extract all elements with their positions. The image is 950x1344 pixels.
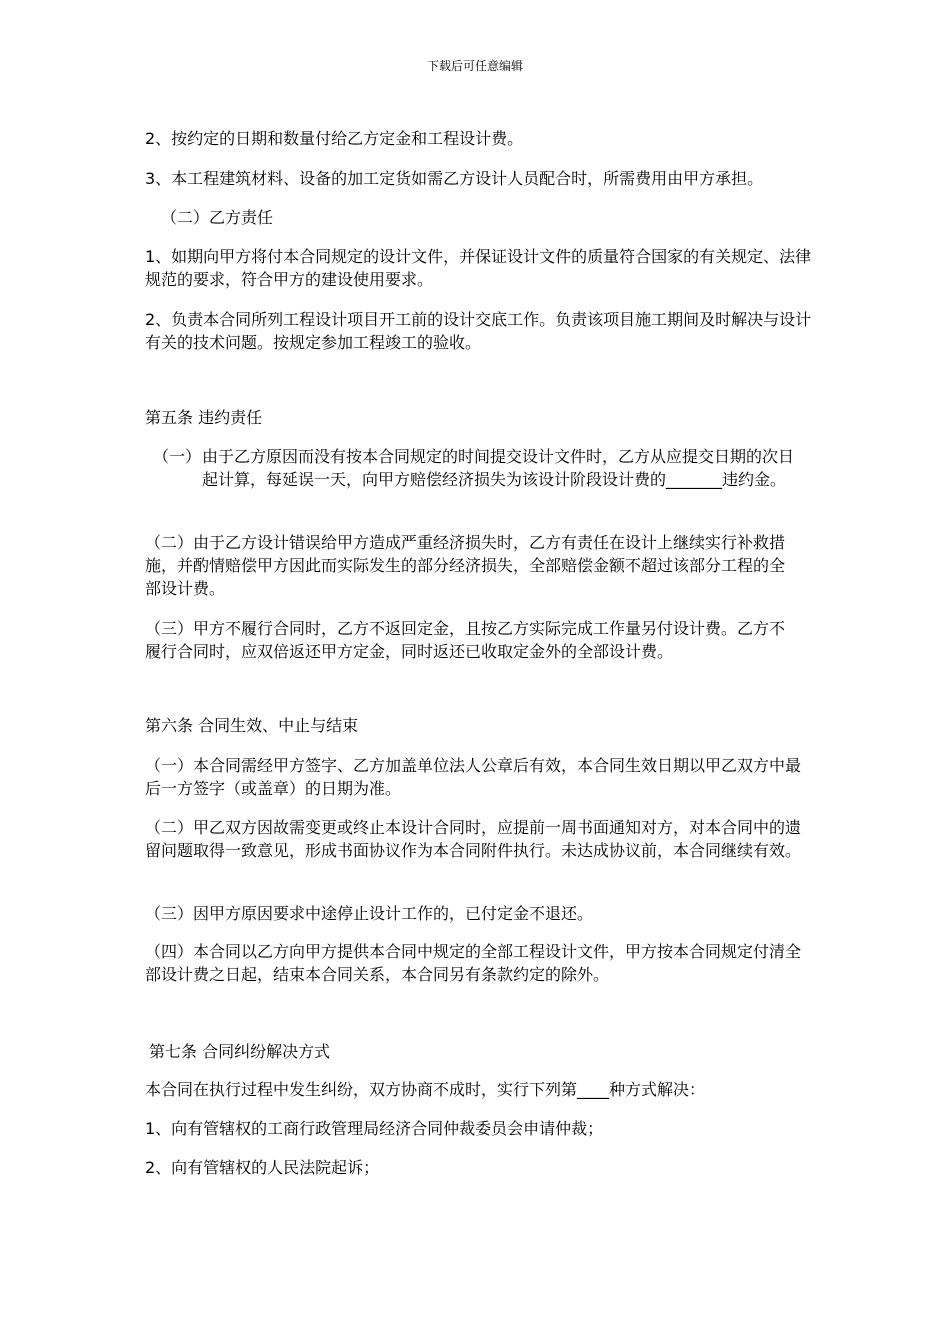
article-heading-5: 第五条 违约责任 <box>145 408 263 427</box>
paragraph-party-b-1: 1、如期向甲方将付本合同规定的设计文件，并保证设计文件的质量符合国家的有关规定、法律规范的要求，符合甲方的建设使用要求。 <box>145 247 812 289</box>
article-heading-7: 第七条 合同纠纷解决方式 <box>149 1042 331 1061</box>
paragraph-litigation: 2、向有管辖权的人民法院起诉； <box>145 1158 380 1177</box>
paragraph-obligation-2: 2、按约定的日期和数量付给乙方定金和工程设计费。 <box>145 129 524 148</box>
clause-6-3: （三）因甲方原因要求中途停止设计工作的，已付定金不退还。 <box>145 904 594 923</box>
article-heading-6: 第六条 合同生效、中止与结束 <box>145 716 359 735</box>
clause-6-1: （一）本合同需经甲方签字、乙方加盖单位法人公章后有效，本合同生效日期以甲乙双方中最后一方签字（或盖章）的日期为准。 <box>145 756 802 798</box>
clause-6-4: （四）本合同以乙方向甲方提供本合同中规定的全部工程设计文件，甲方按本合同规定付清全部设计费之日起，结束本合同关系，本合同另有条款约定的除外。 <box>145 942 802 984</box>
paragraph-arbitration: 1、向有管辖权的工商行政管理局经济合同仲裁委员会申请仲裁； <box>145 1119 604 1138</box>
clause-5-3: （三）甲方不履行合同时，乙方不返回定金，且按乙方实际完成工作量另付设计费。乙方不履行合同时，应双倍返还甲方定金，同时返还已收取定金外的全部设计费。 <box>145 619 786 661</box>
clause-6-2: （二）甲乙双方因故需变更或终止本设计合同时，应提前一周书面通知对方，对本合同中的遗留问题取得一致意见，形成书面协议作为本合同附件执行。未达成协议前，本合同继续有效。 <box>145 818 802 860</box>
paragraph-party-b-2: 2、负责本合同所列工程设计项目开工前的设计交底工作。负责该项目施工期间及时解决与设计有关的技术问题。按规定参加工程竣工的验收。 <box>145 310 812 352</box>
paragraph-dispute: 本合同在执行过程中发生纠纷，双方协商不成时，实行下列第____种方式解决： <box>145 1080 706 1099</box>
clause-number: （一） <box>153 447 202 466</box>
clause-5-2: （二）由于乙方设计错误给甲方造成严重经济损失时，乙方有责任在设计上继续实行补救措施，并酌情赔偿甲方因此而实际发生的部分经济损失，全部赔偿金额不超过该部分工程的全部设计费。 <box>145 533 786 598</box>
section-heading-party-b: （二）乙方责任 <box>161 208 274 227</box>
paragraph-obligation-3: 3、本工程建筑材料、设备的加工定货如需乙方设计人员配合时，所需费用由甲方承担。 <box>145 169 764 188</box>
clause-5-1 <box>145 445 805 515</box>
clause-body: 由于乙方原因而没有按本合同规定的时间提交设计文件时，乙方从应提交日期的次日起计算，每延误一天，向甲方赔偿经济损失为该设计阶段设计费的_______违约金。 <box>202 447 795 489</box>
page-header: 下载后可任意编辑 <box>426 59 523 73</box>
